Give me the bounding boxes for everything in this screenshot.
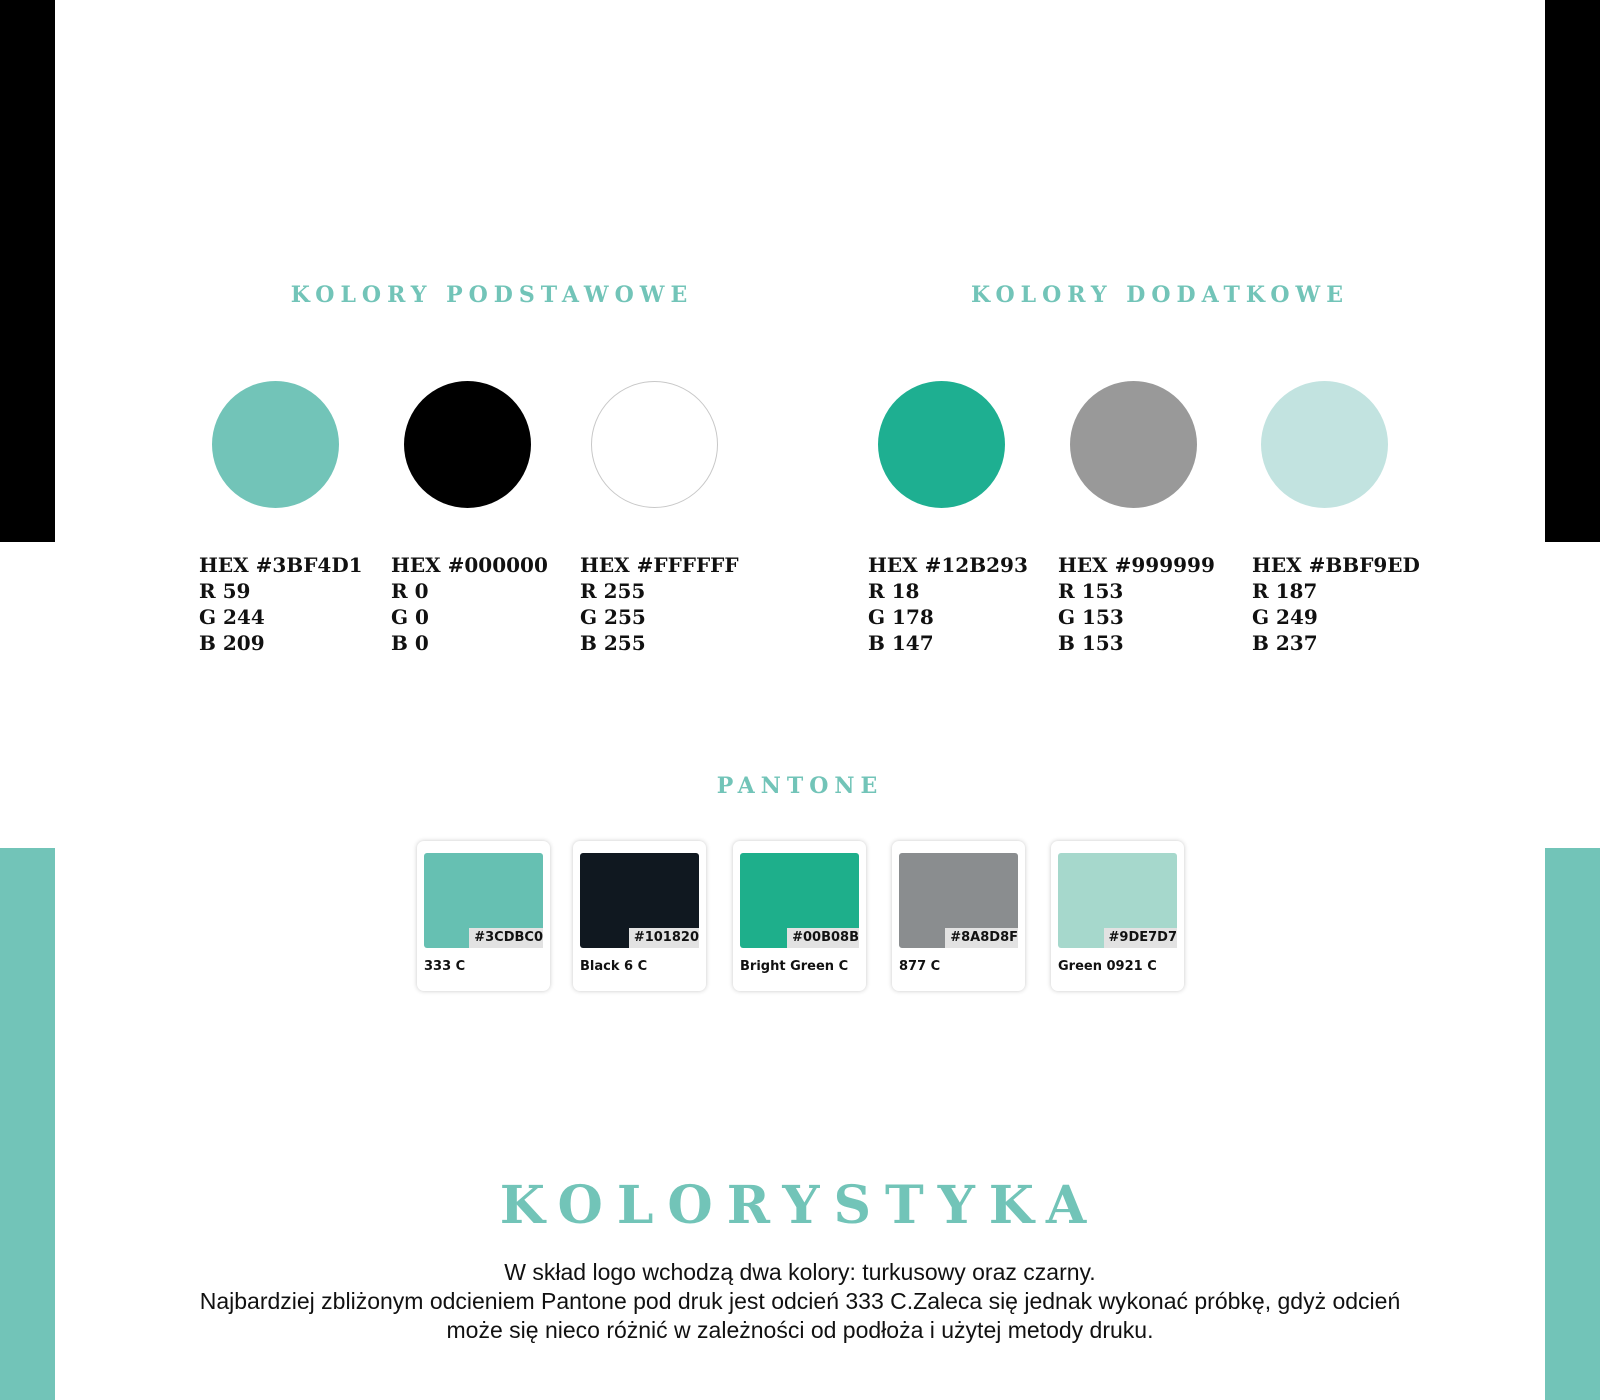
r-value: R 59 xyxy=(199,579,251,603)
g-value: G 249 xyxy=(1252,605,1318,629)
color-values-white xyxy=(580,552,739,656)
secondary-colors-title: KOLORY DODATKOWE xyxy=(970,282,1350,308)
pantone-hex-label: #101820 xyxy=(629,928,699,948)
g-value: G 255 xyxy=(580,605,646,629)
pantone-name: 333 C xyxy=(424,959,466,974)
r-value: R 153 xyxy=(1058,579,1124,603)
primary-swatch-turquoise xyxy=(212,381,339,508)
r-value: R 187 xyxy=(1252,579,1318,603)
description-line: Najbardziej zbliżonym odcieniem Pantone pod druk jest odcień 333 C.Zaleca się jednak wykonać próbkę, gdyż odcień xyxy=(199,1288,1401,1314)
secondary-swatch-gray xyxy=(1070,381,1197,508)
main-title: KOLORYSTYKA xyxy=(499,1175,1101,1236)
hex-value: HEX #BBF9ED xyxy=(1252,553,1420,577)
primary-swatch-black xyxy=(404,381,531,508)
pantone-card xyxy=(573,841,706,991)
pantone-name: 877 C xyxy=(899,959,941,974)
r-value: R 18 xyxy=(868,579,920,603)
b-value: B 209 xyxy=(199,631,265,655)
pantone-name: Green 0921 C xyxy=(1058,959,1157,974)
b-value: B 0 xyxy=(391,631,429,655)
g-value: G 244 xyxy=(199,605,265,629)
description-line: może się nieco różnić w zależności od podłoża i użytej metody druku. xyxy=(446,1317,1154,1343)
b-value: B 147 xyxy=(868,631,934,655)
primary-swatch-white xyxy=(591,381,718,508)
left-black-edge xyxy=(0,0,55,542)
pantone-card xyxy=(733,841,866,991)
pantone-hex-label: #8A8D8F xyxy=(945,928,1018,948)
pantone-title: PANTONE xyxy=(716,773,884,799)
r-value: R 255 xyxy=(580,579,646,603)
pantone-swatch xyxy=(899,853,1018,948)
hex-value: HEX #000000 xyxy=(391,553,548,577)
secondary-swatch-green xyxy=(878,381,1005,508)
color-values-green xyxy=(868,552,1028,656)
g-value: G 178 xyxy=(868,605,934,629)
pantone-card xyxy=(1051,841,1184,991)
color-values-gray xyxy=(1058,552,1215,656)
right-turquoise-edge xyxy=(1545,848,1600,1400)
g-value: G 0 xyxy=(391,605,429,629)
description xyxy=(110,1258,1490,1345)
hex-value: HEX #3BF4D1 xyxy=(199,553,363,577)
hex-value: HEX #FFFFFF xyxy=(580,553,739,577)
color-values-light-teal xyxy=(1252,552,1420,656)
b-value: B 153 xyxy=(1058,631,1124,655)
color-values-turquoise xyxy=(199,552,363,656)
b-value: B 237 xyxy=(1252,631,1318,655)
right-black-edge xyxy=(1545,0,1600,542)
b-value: B 255 xyxy=(580,631,646,655)
r-value: R 0 xyxy=(391,579,429,603)
pantone-swatch xyxy=(1058,853,1177,948)
pantone-hex-label: #9DE7D7 xyxy=(1104,928,1178,948)
pantone-card xyxy=(892,841,1025,991)
hex-value: HEX #12B293 xyxy=(868,553,1028,577)
pantone-name: Bright Green C xyxy=(740,959,849,974)
color-values-black xyxy=(391,552,548,656)
pantone-card xyxy=(417,841,550,991)
pantone-hex-label: #3CDBC0 xyxy=(469,928,543,948)
primary-colors-title: KOLORY PODSTAWOWE xyxy=(290,282,694,308)
pantone-swatch xyxy=(740,853,859,948)
pantone-swatch xyxy=(424,853,543,948)
hex-value: HEX #999999 xyxy=(1058,553,1215,577)
g-value: G 153 xyxy=(1058,605,1124,629)
secondary-swatch-light-teal xyxy=(1261,381,1388,508)
pantone-name: Black 6 C xyxy=(580,959,648,974)
left-turquoise-edge xyxy=(0,848,55,1400)
pantone-hex-label: #00B08B xyxy=(787,928,859,948)
pantone-swatch xyxy=(580,853,699,948)
description-line: W skład logo wchodzą dwa kolory: turkusowy oraz czarny. xyxy=(504,1259,1096,1285)
